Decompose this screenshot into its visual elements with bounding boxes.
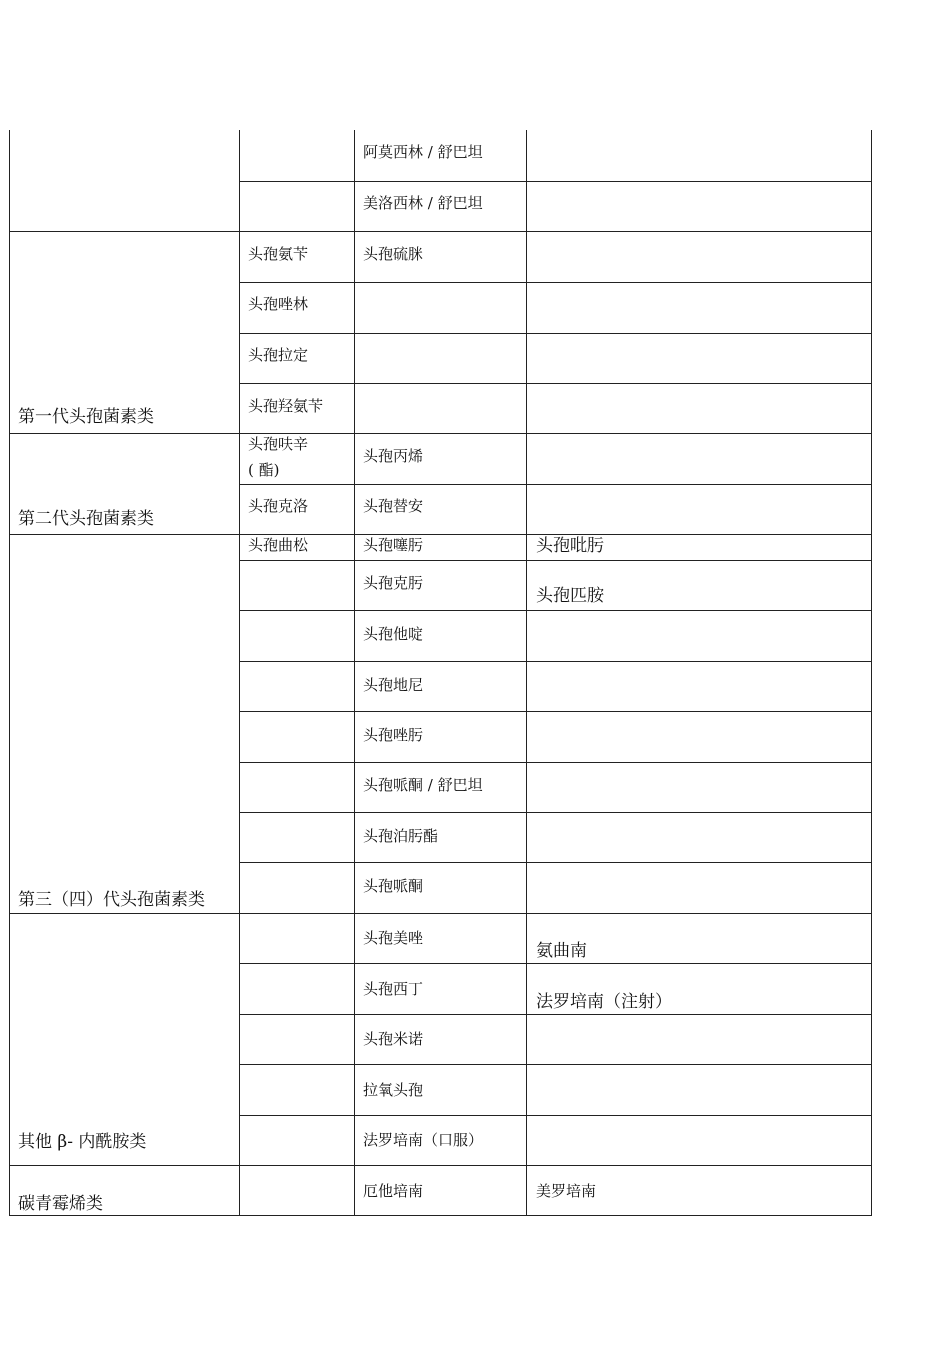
table-cell: 头孢唑肟 (363, 726, 424, 744)
table-cell: 拉氧头孢 (363, 1081, 424, 1099)
row-divider (239, 661, 872, 662)
row-divider (239, 1064, 872, 1065)
table-cell: 头孢克肟 (363, 574, 424, 592)
table-cell: 头孢泊肟酯 (363, 827, 439, 845)
table-cell: 法罗培南（注射） (536, 992, 672, 1012)
table-cell: 氨曲南 (536, 941, 587, 961)
row-divider (239, 610, 872, 611)
table-cell: 头孢拉定 (248, 346, 309, 364)
group-divider (9, 433, 872, 434)
row-divider (239, 963, 872, 964)
table-cell: ( 酯) (248, 461, 280, 479)
table-cell: 美洛西林 / 舒巴坦 (363, 194, 483, 212)
row-divider (239, 383, 872, 384)
table-cell: 厄他培南 (363, 1182, 424, 1200)
row-divider (239, 282, 872, 283)
table-border-right (871, 130, 872, 1216)
group-label-third-gen: 第三（四）代头孢菌素类 (18, 890, 205, 910)
table-cell: 头孢羟氨苄 (248, 397, 324, 415)
table-border-left (9, 130, 10, 1216)
table-cell: 头孢丙烯 (363, 447, 424, 465)
table-cell: 法罗培南（口服） (363, 1131, 484, 1149)
table-cell: 头孢哌酮 (363, 877, 424, 895)
table-border-bottom (9, 1215, 872, 1216)
row-divider (239, 181, 872, 182)
table-cell: 头孢西丁 (363, 980, 424, 998)
table-cell: 头孢呋辛 (248, 435, 309, 453)
group-divider (9, 231, 872, 232)
row-divider (239, 762, 872, 763)
group-label-second-gen: 第二代头孢菌素类 (18, 509, 154, 529)
row-divider (239, 812, 872, 813)
table-cell: 头孢氨苄 (248, 245, 309, 263)
row-divider (239, 560, 872, 561)
table-col-divider-1 (239, 130, 240, 1216)
row-divider (239, 1115, 872, 1116)
group-label-first-gen: 第一代头孢菌素类 (18, 407, 154, 427)
row-divider (239, 484, 872, 485)
table-cell: 美罗培南 (536, 1182, 597, 1200)
table-cell: 头孢他啶 (363, 625, 424, 643)
table-cell: 头孢替安 (363, 497, 424, 515)
row-divider (239, 711, 872, 712)
row-divider (239, 1014, 872, 1015)
row-divider (239, 862, 872, 863)
table-cell: 头孢唑林 (248, 295, 309, 313)
table-col-divider-3 (526, 130, 527, 1216)
table-cell: 阿莫西林 / 舒巴坦 (363, 143, 483, 161)
group-label-other-beta-lactam: 其他 β- 内酰胺类 (18, 1132, 147, 1152)
group-divider (9, 913, 872, 914)
group-divider (9, 534, 872, 535)
table-cell: 头孢地尼 (363, 676, 424, 694)
table-cell: 头孢克洛 (248, 497, 309, 515)
table-col-divider-2 (354, 130, 355, 1216)
table-cell: 头孢硫脒 (363, 245, 424, 263)
table-cell: 头孢哌酮 / 舒巴坦 (363, 776, 483, 794)
table-cell: 头孢噻肟 (363, 536, 424, 554)
table-cell: 头孢美唑 (363, 929, 424, 947)
table-cell: 头孢米诺 (363, 1030, 424, 1048)
row-divider (239, 333, 872, 334)
table-cell: 头孢吡肟 (536, 536, 604, 556)
group-label-carbapenem: 碳青霉烯类 (18, 1194, 103, 1214)
table-cell: 头孢匹胺 (536, 586, 604, 606)
table-cell: 头孢曲松 (248, 536, 309, 554)
group-divider (9, 1165, 872, 1166)
